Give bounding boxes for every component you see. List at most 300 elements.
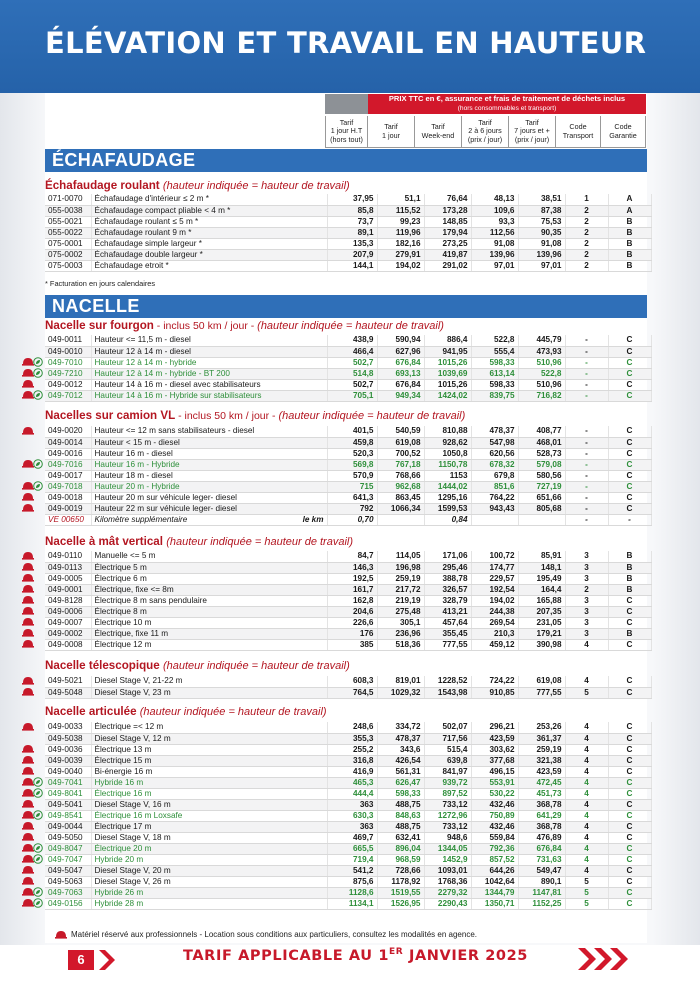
- price-weekend: 733,12: [424, 799, 471, 810]
- eco-leaf-icon: [33, 887, 43, 897]
- code-transport: 3: [565, 628, 608, 639]
- row-ref: 071-0070: [45, 194, 91, 205]
- price-weekend: 1424,02: [424, 390, 471, 401]
- pro-helmet-icon: [22, 639, 34, 648]
- price-weekend: 179,94: [424, 227, 471, 238]
- code-garantie: C: [608, 346, 651, 357]
- price-1day-ht: 792: [327, 503, 377, 514]
- row-marker: [0, 368, 44, 379]
- price-2-6days: 423,59: [471, 733, 518, 744]
- code-garantie: C: [608, 448, 651, 459]
- code-transport: 4: [565, 639, 608, 650]
- code-garantie: C: [608, 492, 651, 503]
- cat-title: Nacelle télescopique: [45, 659, 160, 672]
- price-7days: 510,96: [518, 379, 565, 390]
- price-1day-ht: 89,1: [327, 227, 377, 238]
- row-marker: [0, 687, 44, 698]
- row-ref: 055-0022: [45, 227, 91, 238]
- price-2-6days: 598,33: [471, 379, 518, 390]
- price-7days: 727,19: [518, 481, 565, 492]
- cat-title: Nacelle sur fourgon: [45, 319, 154, 332]
- code-garantie: A: [608, 205, 651, 216]
- price-1day: 1519,55: [377, 887, 424, 898]
- code-transport: 2: [565, 584, 608, 595]
- price-7days: 476,89: [518, 832, 565, 843]
- price-weekend: 939,72: [424, 777, 471, 788]
- price-2-6days: 112,56: [471, 227, 518, 238]
- table-row: [45, 335, 651, 346]
- code-garantie: B: [608, 227, 651, 238]
- row-ref: 049-7012: [45, 390, 91, 401]
- table-row: [45, 744, 651, 755]
- row-ref: 049-0019: [45, 503, 91, 514]
- price-1day-ht: 385: [327, 639, 377, 650]
- price-weekend: 897,52: [424, 788, 471, 799]
- price-2-6days: 432,46: [471, 799, 518, 810]
- table-row: [45, 799, 651, 810]
- table-row: [45, 676, 651, 687]
- price-header-main: PRIX TTC en €, assurance et frais de traitement de déchets inclus: [388, 94, 626, 103]
- pro-helmet-icon: [22, 832, 34, 841]
- pro-helmet-icon: [22, 744, 34, 753]
- price-7days: 579,08: [518, 459, 565, 470]
- row-name: Hybride 26 m: [91, 887, 327, 898]
- code-transport: 2: [565, 260, 608, 271]
- cat-sub: (hauteur indiquée = hauteur de travail): [162, 180, 350, 192]
- price-7days: 731,63: [518, 854, 565, 865]
- code-garantie: C: [608, 777, 651, 788]
- code-garantie: C: [608, 481, 651, 492]
- row-marker: [0, 426, 44, 437]
- row-name: Hauteur 14 à 16 m - Hybride sur stabilisateurs: [91, 390, 327, 401]
- row-ref: 049-0002: [45, 628, 91, 639]
- pro-helmet-icon: [22, 551, 34, 560]
- cat-title: Nacelle articulée: [45, 705, 137, 718]
- row-ref: 049-5021: [45, 676, 91, 687]
- price-1day-ht: 502,7: [327, 379, 377, 390]
- row-ref: 049-5048: [45, 687, 91, 698]
- pro-helmet-icon: [22, 799, 34, 808]
- price-7days: 139,96: [518, 249, 565, 260]
- table-row: [45, 426, 651, 437]
- price-weekend: 1015,26: [424, 379, 471, 390]
- price-header-sub: (hors consommables et transport): [457, 105, 557, 112]
- price-1day-ht: 444,4: [327, 788, 377, 799]
- row-name: Électrique 17 m: [91, 821, 327, 832]
- price-weekend: 413,21: [424, 606, 471, 617]
- chevron-right-icon: [97, 950, 123, 970]
- cat-sub: (hauteur indiquée = hauteur de travail): [278, 410, 466, 422]
- footer-tarif-text2: JANVIER 2025: [403, 947, 528, 964]
- row-name: Échafaudage roulant 9 m *: [91, 227, 327, 238]
- row-marker: [0, 843, 44, 854]
- code-garantie: C: [608, 887, 651, 898]
- price-7days: 676,84: [518, 843, 565, 854]
- price-weekend: 388,78: [424, 573, 471, 584]
- pro-helmet-icon: [22, 584, 34, 593]
- price-1day: 275,48: [377, 606, 424, 617]
- price-1day-ht: 204,6: [327, 606, 377, 617]
- table-row: [45, 639, 651, 650]
- cat-sub: (hauteur indiquée = hauteur de travail): [166, 536, 354, 548]
- row-marker: [0, 617, 44, 628]
- code-garantie: C: [608, 744, 651, 755]
- code-transport: 2: [565, 205, 608, 216]
- price-2-6days: 910,85: [471, 687, 518, 698]
- row-marker: [0, 821, 44, 832]
- price-1day-ht: 469,7: [327, 832, 377, 843]
- price-1day: 1526,95: [377, 898, 424, 909]
- row-name: Électrique, fixe <= 8m: [91, 584, 327, 595]
- table-row: [45, 368, 651, 379]
- price-1day-ht: 401,5: [327, 426, 377, 437]
- pro-helmet-icon: [22, 573, 34, 582]
- code-garantie: A: [608, 194, 651, 205]
- code-transport: -: [565, 492, 608, 503]
- code-transport: 2: [565, 216, 608, 227]
- row-name: Électrique 15 m: [91, 755, 327, 766]
- col-head-2-6days: Tarif 2 à 6 jours (prix / jour): [462, 116, 509, 148]
- table-row: [45, 628, 651, 639]
- price-weekend: 1150,78: [424, 459, 471, 470]
- cat-sub: (hauteur indiquée = hauteur de travail): [257, 320, 444, 332]
- price-1day-ht: 608,3: [327, 676, 377, 687]
- price-weekend: 502,07: [424, 722, 471, 733]
- price-1day: 518,36: [377, 639, 424, 650]
- table-row: [45, 562, 651, 573]
- row-marker: [0, 379, 44, 390]
- price-1day-ht: 416,9: [327, 766, 377, 777]
- price-7days: 451,73: [518, 788, 565, 799]
- table-row: [45, 887, 651, 898]
- row-marker: [0, 551, 44, 562]
- price-1day: 334,72: [377, 722, 424, 733]
- code-transport: -: [565, 459, 608, 470]
- pro-helmet-icon: [22, 821, 34, 830]
- table-row: [45, 777, 651, 788]
- price-1day: 219,19: [377, 595, 424, 606]
- price-1day: 115,52: [377, 205, 424, 216]
- price-2-6days: 432,46: [471, 821, 518, 832]
- price-2-6days: 792,36: [471, 843, 518, 854]
- code-garantie: B: [608, 562, 651, 573]
- code-garantie: B: [608, 584, 651, 595]
- row-ref: 049-0110: [45, 551, 91, 562]
- row-ref: 049-0012: [45, 379, 91, 390]
- code-transport: 5: [565, 876, 608, 887]
- code-garantie: B: [608, 573, 651, 584]
- pro-helmet-icon: [55, 930, 67, 939]
- code-garantie: C: [608, 766, 651, 777]
- price-1day: 768,66: [377, 470, 424, 481]
- price-7days: 231,05: [518, 617, 565, 628]
- price-1day-ht: 466,4: [327, 346, 377, 357]
- code-garantie: C: [608, 687, 651, 698]
- row-name: Diesel Stage V, 26 m: [91, 876, 327, 887]
- row-ref: 049-0007: [45, 617, 91, 628]
- row-name: Échafaudage compact pliable < 4 m *: [91, 205, 327, 216]
- row-name: Hauteur 22 m sur véhicule leger- diesel: [91, 503, 327, 514]
- price-weekend: 928,62: [424, 437, 471, 448]
- page-number: 6: [68, 950, 94, 970]
- price-1day: 676,84: [377, 357, 424, 368]
- code-transport: 4: [565, 733, 608, 744]
- price-2-6days: 93,3: [471, 216, 518, 227]
- price-7days: 423,59: [518, 766, 565, 777]
- price-1day: 343,6: [377, 744, 424, 755]
- price-7days: 90,35: [518, 227, 565, 238]
- price-weekend: 1015,26: [424, 357, 471, 368]
- table-row: [45, 573, 651, 584]
- col-head-garantie: Code Garantie: [601, 116, 646, 148]
- price-2-6days: 303,62: [471, 744, 518, 755]
- price-1day-ht: 0,70: [327, 514, 377, 525]
- price-weekend: 639,8: [424, 755, 471, 766]
- price-1day-ht: 255,2: [327, 744, 377, 755]
- row-ref: 049-7047: [45, 854, 91, 865]
- price-1day: 962,68: [377, 481, 424, 492]
- code-transport: -: [565, 368, 608, 379]
- price-weekend: 1093,01: [424, 865, 471, 876]
- col-head-7days: Tarif 7 jours et + (prix / jour): [509, 116, 556, 148]
- price-2-6days: 48,13: [471, 194, 518, 205]
- code-garantie: C: [608, 876, 651, 887]
- price-2-6days: 97,01: [471, 260, 518, 271]
- table-row: [45, 898, 651, 909]
- code-transport: 4: [565, 744, 608, 755]
- legend-text: Matériel réservé aux professionnels - Location sous conditions aux particuliers, consultez les modalités en agence.: [71, 930, 477, 939]
- price-7days: 472,45: [518, 777, 565, 788]
- price-1day: 819,01: [377, 676, 424, 687]
- price-2-6days: 459,12: [471, 639, 518, 650]
- price-2-6days: 1350,71: [471, 898, 518, 909]
- row-name: Bi-énergie 16 m: [91, 766, 327, 777]
- table-row: [45, 876, 651, 887]
- table-row: [45, 379, 651, 390]
- row-ref: 049-0040: [45, 766, 91, 777]
- section-echafaudage: ÉCHAFAUDAGE: [45, 149, 647, 172]
- row-ref: 049-7063: [45, 887, 91, 898]
- row-marker: [0, 492, 44, 503]
- table-row: [45, 346, 651, 357]
- price-7days: 445,79: [518, 335, 565, 346]
- price-weekend: 291,02: [424, 260, 471, 271]
- code-transport: -: [565, 357, 608, 368]
- eco-leaf-icon: [33, 357, 43, 367]
- price-2-6days: 678,32: [471, 459, 518, 470]
- table-row: [45, 260, 651, 271]
- row-marker: [0, 503, 44, 514]
- eco-leaf-icon: [33, 777, 43, 787]
- price-weekend: 1050,8: [424, 448, 471, 459]
- price-7days: 510,96: [518, 357, 565, 368]
- price-weekend: 1039,69: [424, 368, 471, 379]
- row-ref: 049-5047: [45, 865, 91, 876]
- row-ref: 049-5038: [45, 733, 91, 744]
- price-2-6days: 269,54: [471, 617, 518, 628]
- row-name: Hauteur 20 m sur véhicule leger- diesel: [91, 492, 327, 503]
- code-transport: -: [565, 437, 608, 448]
- price-weekend: 841,97: [424, 766, 471, 777]
- price-header-grey: [325, 94, 368, 114]
- price-7days: 165,88: [518, 595, 565, 606]
- price-weekend: 1228,52: [424, 676, 471, 687]
- price-1day-ht: 438,9: [327, 335, 377, 346]
- code-transport: 4: [565, 676, 608, 687]
- price-2-6days: 478,37: [471, 426, 518, 437]
- cat-echafaudage-roulant: [45, 179, 350, 192]
- table-articulee: [45, 722, 652, 910]
- price-weekend: 717,56: [424, 733, 471, 744]
- price-1day-ht: 363: [327, 821, 377, 832]
- code-garantie: C: [608, 639, 651, 650]
- code-transport: 3: [565, 606, 608, 617]
- price-2-6days: 109,6: [471, 205, 518, 216]
- table-row: [45, 448, 651, 459]
- section-nacelle: NACELLE: [45, 295, 647, 318]
- row-marker: [0, 898, 44, 909]
- code-transport: -: [565, 346, 608, 357]
- table-row: [45, 854, 651, 865]
- price-7days: 716,82: [518, 390, 565, 401]
- row-ref: 049-0017: [45, 470, 91, 481]
- row-marker: [0, 390, 44, 401]
- price-weekend: 173,28: [424, 205, 471, 216]
- row-name: Diesel Stage V, 20 m: [91, 865, 327, 876]
- code-transport: 4: [565, 766, 608, 777]
- price-2-6days: 547,98: [471, 437, 518, 448]
- price-1day: 259,19: [377, 573, 424, 584]
- price-weekend: 326,57: [424, 584, 471, 595]
- price-1day-ht: 316,8: [327, 755, 377, 766]
- code-garantie: C: [608, 832, 651, 843]
- table-fourgon: [45, 335, 652, 402]
- row-marker: [0, 676, 44, 687]
- price-7days: 179,21: [518, 628, 565, 639]
- table-row: [45, 514, 651, 525]
- code-garantie: C: [608, 865, 651, 876]
- eco-leaf-icon: [33, 810, 43, 820]
- price-7days: 195,49: [518, 573, 565, 584]
- table-row: [45, 238, 651, 249]
- eco-leaf-icon: [33, 390, 43, 400]
- table-row: [45, 227, 651, 238]
- code-transport: 5: [565, 887, 608, 898]
- row-marker: [0, 865, 44, 876]
- row-name: Échafaudage roulant ≤ 5 m *: [91, 216, 327, 227]
- price-weekend: 886,4: [424, 335, 471, 346]
- price-weekend: 419,87: [424, 249, 471, 260]
- code-garantie: C: [608, 503, 651, 514]
- row-ref: 049-0033: [45, 722, 91, 733]
- table-row: [45, 722, 651, 733]
- price-1day: 848,63: [377, 810, 424, 821]
- code-garantie: C: [608, 799, 651, 810]
- price-1day: 896,04: [377, 843, 424, 854]
- row-name: Kilomètre supplémentaire le km: [91, 514, 327, 525]
- price-weekend: 328,79: [424, 595, 471, 606]
- pro-helmet-icon: [22, 426, 34, 435]
- table-row: [45, 733, 651, 744]
- price-2-6days: 210,3: [471, 628, 518, 639]
- table-row: [45, 832, 651, 843]
- price-1day-ht: 764,5: [327, 687, 377, 698]
- price-1day: 626,47: [377, 777, 424, 788]
- price-1day-ht: 146,3: [327, 562, 377, 573]
- price-header: [368, 94, 646, 114]
- price-1day: 217,72: [377, 584, 424, 595]
- table-camion: [45, 426, 652, 526]
- price-weekend: 1768,36: [424, 876, 471, 887]
- price-1day: 236,96: [377, 628, 424, 639]
- cat-camion: [45, 409, 465, 422]
- row-ref: 049-7010: [45, 357, 91, 368]
- row-ref: 055-0021: [45, 216, 91, 227]
- pro-helmet-icon: [22, 379, 34, 388]
- price-1day: 182,16: [377, 238, 424, 249]
- price-2-6days: [471, 514, 518, 525]
- row-name: Hauteur 16 m - Hybride: [91, 459, 327, 470]
- pro-helmet-icon: [22, 876, 34, 885]
- row-name: Électrique =< 12 m: [91, 722, 327, 733]
- pro-helmet-icon: [22, 865, 34, 874]
- code-garantie: C: [608, 595, 651, 606]
- price-2-6days: 377,68: [471, 755, 518, 766]
- price-7days: 259,19: [518, 744, 565, 755]
- price-1day: 1066,34: [377, 503, 424, 514]
- table-row: [45, 503, 651, 514]
- code-garantie: C: [608, 755, 651, 766]
- code-transport: 4: [565, 722, 608, 733]
- code-transport: 1: [565, 194, 608, 205]
- cat-title: Nacelles sur camion VL: [45, 409, 176, 422]
- row-name: Diesel Stage V, 16 m: [91, 799, 327, 810]
- row-marker: [0, 766, 44, 777]
- row-name: Hauteur < 15 m - diesel: [91, 437, 327, 448]
- km-unit: le km: [302, 514, 324, 524]
- price-2-6days: 559,84: [471, 832, 518, 843]
- row-ref: 055-0038: [45, 205, 91, 216]
- pro-helmet-icon: [22, 766, 34, 775]
- price-2-6days: 229,57: [471, 573, 518, 584]
- code-transport: 4: [565, 755, 608, 766]
- price-1day-ht: 641,3: [327, 492, 377, 503]
- eco-leaf-icon: [33, 843, 43, 853]
- table-row: [45, 810, 651, 821]
- code-transport: 3: [565, 573, 608, 584]
- table-row: [45, 551, 651, 562]
- cat-fourgon: [45, 319, 444, 332]
- price-2-6days: 620,56: [471, 448, 518, 459]
- price-1day: 676,84: [377, 379, 424, 390]
- price-2-6days: 91,08: [471, 238, 518, 249]
- price-2-6days: 644,26: [471, 865, 518, 876]
- code-transport: 3: [565, 617, 608, 628]
- pro-helmet-icon: [22, 687, 34, 696]
- price-weekend: 1344,05: [424, 843, 471, 854]
- table-row: [45, 766, 651, 777]
- code-garantie: B: [608, 249, 651, 260]
- code-transport: -: [565, 426, 608, 437]
- price-1day: 619,08: [377, 437, 424, 448]
- table-row: [45, 595, 651, 606]
- cat-sub: (hauteur indiquée = hauteur de travail): [162, 660, 350, 672]
- col-head-transport: Code Transport: [556, 116, 601, 148]
- row-name: Échafaudage etroit *: [91, 260, 327, 271]
- table-row: [45, 755, 651, 766]
- price-weekend: 76,64: [424, 194, 471, 205]
- table-row: [45, 687, 651, 698]
